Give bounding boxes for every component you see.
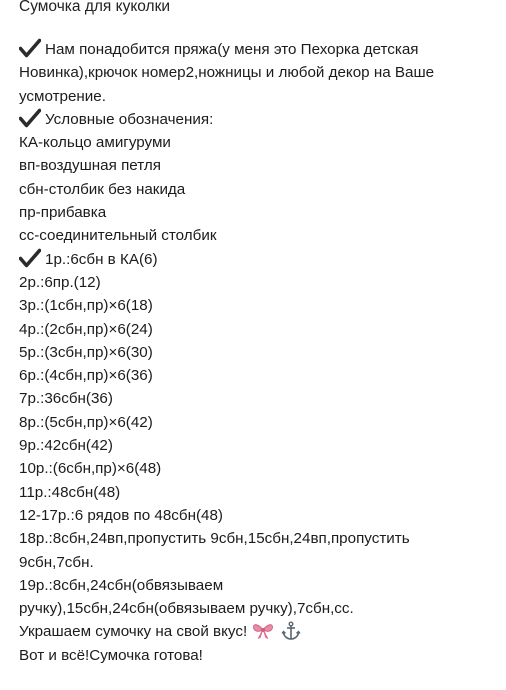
text-line: 8р.:(5сбн,пр)×6(42) (19, 413, 153, 431)
text-line: ручку),15сбн,24сбн(обвязываем ручку),7сбн,сс. (19, 600, 354, 618)
text-line: Новинка),крючок номер2,ножницы и любой декор на Ваше (19, 64, 435, 82)
heavy-check-mark-icon (19, 108, 41, 128)
heavy-check-mark-icon (19, 248, 41, 268)
text-line: Вот и всё!Сумочка готова! (19, 646, 203, 664)
ribbon-bow-icon (251, 621, 275, 641)
text-line: Нам понадобится пряжа(у меня это Пехорка детская (19, 38, 499, 61)
text-line: 11р.:48сбн(48) (19, 483, 121, 501)
text-line: сс-соединительный столбик (19, 227, 217, 245)
text-line: 7р.:36сбн(36) (19, 390, 113, 408)
text-line: Украшаем сумочку на свой вкус! (19, 620, 499, 643)
text-line: сбн-столбик без накида (19, 180, 186, 198)
text-line: 9сбн,7сбн. (19, 553, 94, 571)
text-line: 4р.:(2сбн,пр)×6(24) (19, 320, 153, 338)
text-line: КА-кольцо амигуруми (19, 134, 171, 152)
text-line: 12-17р.:6 рядов по 48сбн(48) (19, 506, 223, 524)
text-line: пр-прибавка (19, 204, 107, 222)
text-line: усмотрение. (19, 87, 106, 105)
text-line: 6р.:(4сбн,пр)×6(36) (19, 367, 153, 385)
anchor-icon (279, 621, 303, 641)
document-title: Сумочка для куколки (19, 0, 171, 15)
text-line: 3р.:(1сбн,пр)×6(18) (19, 297, 153, 315)
text-line: Условные обозначения: (19, 108, 499, 131)
text-line: 19р.:8сбн,24сбн(обвязываем (19, 576, 224, 594)
text-line: 18р.:8сбн,24вп,пропустить 9сбн,15сбн,24вп,пропустить (19, 530, 410, 548)
text-line: 1р.:6сбн в КА(6) (19, 248, 499, 271)
heavy-check-mark-icon (19, 38, 41, 58)
text-line: 2р.:6пр.(12) (19, 273, 101, 291)
document-body (19, 38, 499, 667)
text-line: 10р.:(6сбн,пр)×6(48) (19, 460, 162, 478)
text-line: 5р.:(3сбн,пр)×6(30) (19, 343, 153, 361)
text-line: 9р.:42сбн(42) (19, 437, 113, 455)
text-line: вп-воздушная петля (19, 157, 161, 175)
